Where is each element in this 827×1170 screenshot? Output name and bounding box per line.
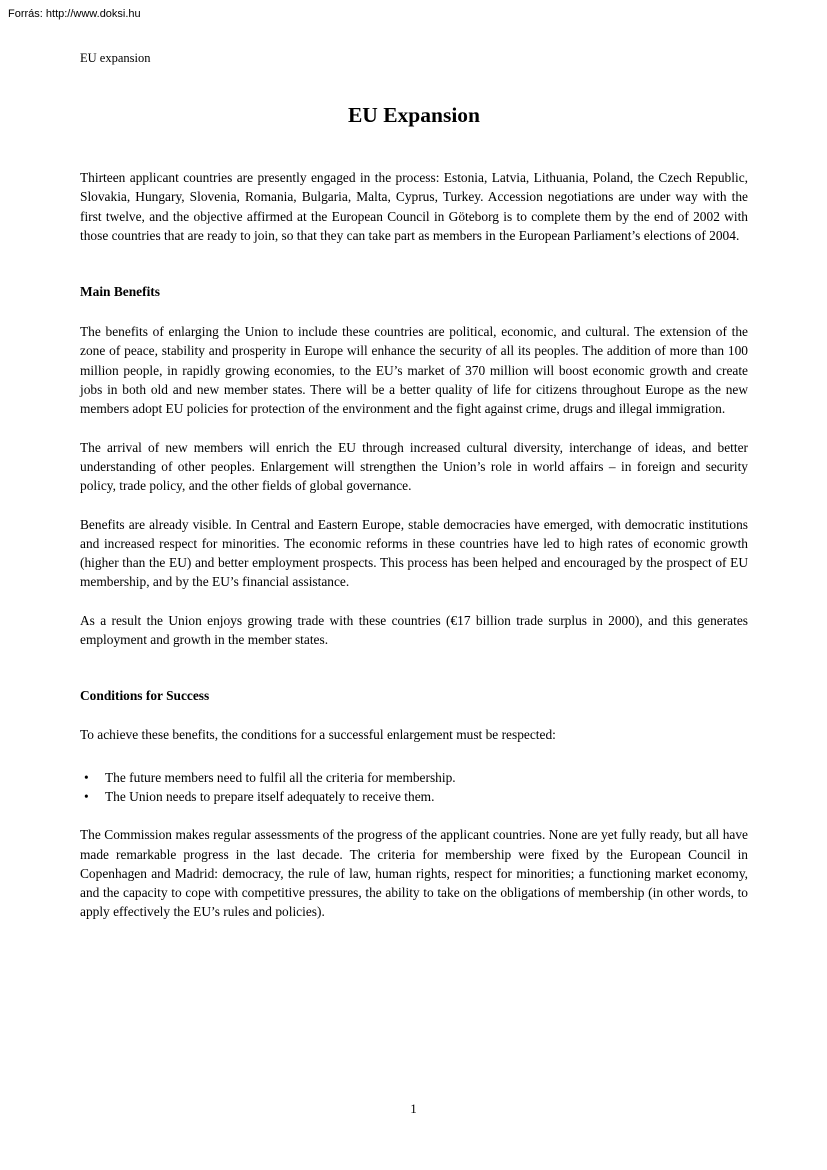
conditions-bullet-list (80, 768, 748, 807)
list-item (84, 768, 748, 787)
paragraph-main-benefits-2: The arrival of new members will enrich the EU through increased cultural diversity, interchange of ideas, and better understanding of other peoples. Enlargement will strengthen the Union’s role in world affairs – in foreign and security policy, trade policy, and the other fields of global governance. (80, 439, 748, 494)
list-item-text: The Union needs to prepare itself adequately to receive them. (105, 788, 435, 804)
paragraph-intro: Thirteen applicant countries are presently engaged in the process: Estonia, Latvia, Lithuania, Poland, the Czech Republic, Slovakia, Hungary, Slovenia, Romania, Bulgaria, Malta, Cyprus, Turkey. Accession negotiations are under way with the first twelve, and the objective affirmed at the European Council in Göteborg is to complete them by the end of 2002 with those countries that are ready to join, so that they can take part as members in the European Parliament’s elections of 2004. (80, 170, 748, 243)
page-title: EU Expansion (347, 103, 481, 127)
section-heading-conditions-for-success: Conditions for Success (80, 688, 210, 704)
bullet-icon: • (84, 788, 89, 804)
paragraph-main-benefits-3: Benefits are already visible. In Central and Eastern Europe, stable democracies have emerged, with democratic institutions and increased respect for minorities. The economic reforms in these countries have led to high rates of economic growth (higher than the EU) and better employment prospects. This process has been helped and encouraged by the prospect of EU membership, and by the EU’s financial assistance. (80, 516, 748, 590)
section-heading-main-benefits: Main Benefits (80, 284, 160, 300)
paragraph-main-benefits-4: As a result the Union enjoys growing trade with these countries (€17 billion trade surplus in 2000), and this generates employment and growth in the member states. (80, 612, 748, 648)
list-item (84, 787, 748, 806)
paragraph-main-benefits-1: The benefits of enlarging the Union to include these countries are political, economic, and cultural. The extension of the zone of peace, stability and prosperity in Europe will enhance the security of all its peoples. The addition of more than 100 million people, in rapidly growing economies, to the EU’s market of 370 million will boost economic growth and create jobs in both old and new member states. There will be a better quality of life for citizens throughout Europe as the new members adopt EU policies for protection of the environment and the fight against crime, drugs and illegal immigration. (80, 324, 748, 417)
document-content (80, 0, 748, 922)
paragraph-conditions-lead: To achieve these benefits, the conditions for a successful enlargement must be respected: (80, 727, 556, 743)
bullet-icon: • (84, 769, 89, 785)
source-note: Forrás: http://www.doksi.hu (8, 8, 141, 20)
list-item-text: The future members need to fulfil all the criteria for membership. (105, 769, 456, 785)
page-number: 1 (410, 1101, 417, 1116)
paragraph-conditions-closing: The Commission makes regular assessments of the progress of the applicant countries. None are yet fully ready, but all have made remarkable progress in the last decade. The criteria for membership were fixed by the European Council in Copenhagen and Madrid: democracy, the rule of law, human rights, respect for minorities; a functioning market economy, and the capacity to cope with competitive pressures, the ability to take on the obligations of membership (in other words, to apply effectively the EU’s rules and policies). (80, 827, 748, 920)
running-header: EU expansion (80, 51, 151, 65)
